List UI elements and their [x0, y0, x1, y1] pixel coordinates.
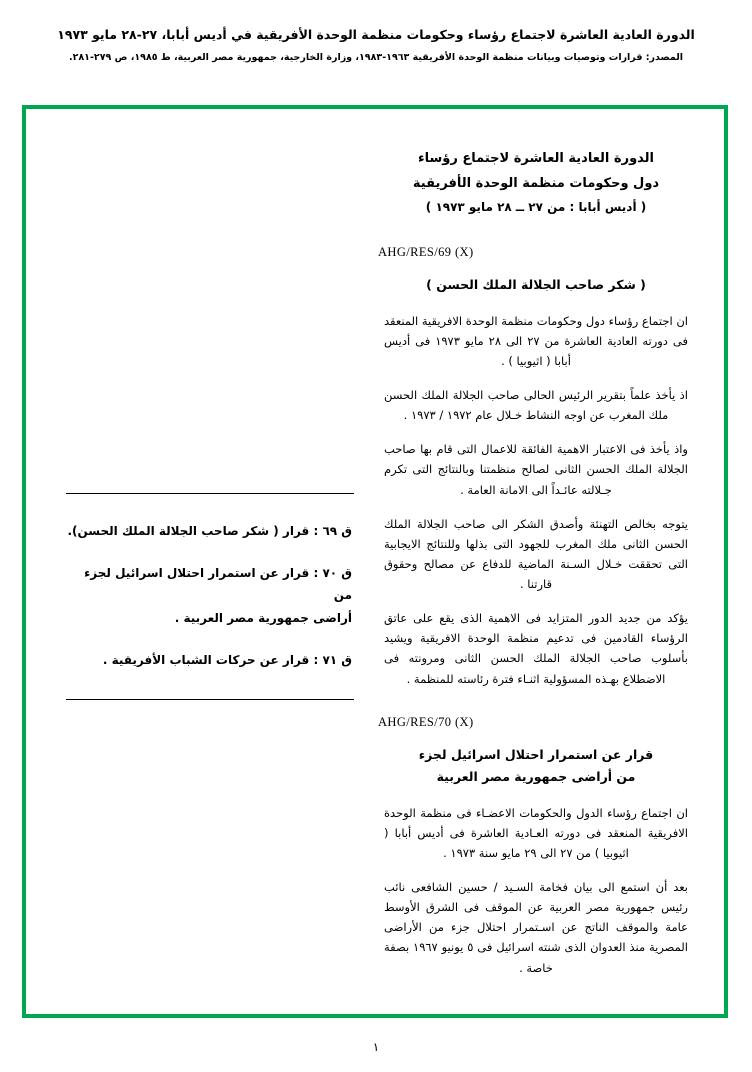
resolution-title-69 [378, 274, 694, 297]
contents-list-item [66, 520, 354, 542]
page-title-line-2: دول وحكومات منظمة الوحدة الأفريقية [412, 175, 660, 191]
contents-list-item [66, 649, 354, 671]
resolution-code-69: AHG/RES/69 (X) [378, 245, 474, 260]
resolution-69-paragraph-3: واذ يأخذ فى الاعتبار الاهمية الفائقة للاعمال التى قام بها صاحب الجلالة الملك الحسن الثانى لصالح منظمتنا وبالنتائج التى تكرم جـلالته عائـداً الى الامانة العامة . [384, 442, 688, 497]
page-title-line-3: ( أديس أبابا : من ٢٧ ــ ٢٨ مايو ١٩٧٣ ) [425, 200, 647, 215]
contents-item-2-line-2: أراضى جمهورية مصر العربية . [174, 610, 352, 625]
header-source: المصدر: قرارات وتوصيات وبيانات منظمة الوحدة الأفريقية ١٩٦٣-١٩٨٣، وزارة الخارجية، جمهورية مصر العربية، ط ١٩٨٥، ص ٢٧٩-٢٨١. [68, 51, 684, 63]
resolution-69-paragraph-4: يتوجه بخالص التهنئة وأصدق الشكر الى صاحب الجلالة الملك الحسن الثانى ملك المغرب للجهود التى بذلها وللنتائج الايجابية التى تحققت خـلال السـنة الماضية للدفاع عن مصالح وحقوق قارتنا . [384, 516, 688, 592]
resolution-69-paragraph-5: يؤكد من جديد الدور المتزايد فى الاهمية الذى يقع على عاتق الرؤساء القادمين فى تدعيم منظمة الوحدة الافريقية ويشيد بأسلوب صاحب الجلالة الملك الحسن الثانى ومرونته فى الاضطلاع بهـذه المسؤولية اثنـاء فترة رئاسته للمنظمة . [384, 611, 688, 686]
resolution-title-70 [378, 744, 694, 789]
contents-list-item [66, 562, 354, 629]
resolution-code-70: AHG/RES/70 (X) [378, 714, 474, 729]
resolution-70-paragraph-2: بعد أن استمع الى بيان فخامة السـيد / حسين الشافعى نائب رئيس جمهورية مصر العربية عن الموقف فى الشرق الأوسط عامة والموقف الناتج عن اسـتمرار احتلال جزء من الأراضى المصرية منذ العدوان الذى شنته اسرائيل فى ٥ يونيو ١٩٦٧ بصفة خاصة . [384, 880, 689, 975]
contents-list [66, 520, 354, 671]
resolution-70-paragraph-1: ان اجتماع رؤساء الدول والحكومات الاعضـاء فى منظمة الوحدة الافريقية المنعقد فى دورته العـادية العاشرة فى أديس أبابا ( اثيوبيا ) من ٢٧ الى ٢٩ مايو سنة ١٩٧٣ . [384, 805, 688, 860]
resolution-69-paragraph-1: ان اجتماع رؤساء دول وحكومات منظمة الوحدة الافريقية المنعقد فى دورته العادية العاشرة من ٢٧ الى ٢٨ مايو ١٩٧٣ فى أديس أبابا ( اثيوبيا ) . [384, 313, 688, 368]
contents-item-1-line-1: ق ٦٩ : قرار ( شكر صاحب الجلالة الملك الحسن). [67, 524, 352, 538]
two-column-layout [56, 133, 694, 998]
page-title-line-1: الدورة العادية العاشرة لاجتماع رؤساء [418, 151, 654, 166]
main-text-column [364, 133, 694, 998]
document-header [0, 26, 752, 65]
contents-item-2-line-1: ق ٧٠ : قرار عن استمرار احتلال اسرائيل لجزء من [84, 566, 352, 603]
header-title: الدورة العادية العاشرة لاجتماع رؤساء وحكومات منظمة الوحدة الأفريقية في أديس أبابا، ٢٧-٢٨ مايو ١٩٧٣ [57, 27, 695, 42]
contents-bottom-divider [66, 699, 354, 700]
contents-column [66, 133, 364, 998]
resolution-title-69-line-1: ( شكر صاحب الجلالة الملك الحسن ) [426, 277, 646, 293]
resolution-title-70-line-1: قرار عن استمرار احتلال اسرائيل لجزء [418, 746, 654, 762]
contents-item-3-line-1: ق ٧١ : قرار عن حركات الشباب الأفريقية . [102, 652, 352, 667]
resolution-69-paragraph-2: اذ يأخذ علماً بتقرير الرئيس الحالى صاحب الجلالة الملك الحسن ملك المغرب عن اوجه النشاط خـلال عام ١٩٧٢ / ١٩٧٣ . [384, 388, 688, 423]
page-title [378, 147, 694, 219]
page-number: ١ [372, 1040, 380, 1054]
resolution-title-70-line-2: من أراضى جمهورية مصر العربية [436, 769, 636, 785]
contents-top-divider [66, 493, 354, 494]
page-content [22, 105, 728, 1018]
